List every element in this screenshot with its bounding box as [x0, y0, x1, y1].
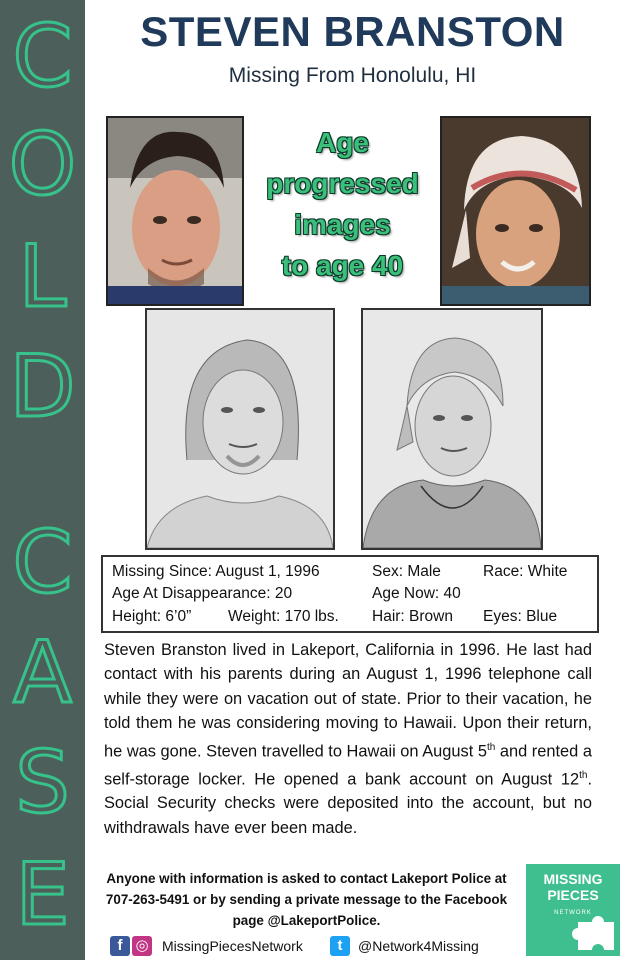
facebook-handle[interactable]: MissingPiecesNetwork [162, 938, 303, 954]
age-note-line: images [294, 209, 391, 240]
contact-info: Anyone with information is asked to contact Lakeport Police at 707-263-5491 or by sending a private message to the Facebook page @LakeportPolice. [105, 871, 508, 928]
page-subtitle: Missing From Honolulu, HI [228, 64, 477, 87]
logo-line3: NETWORK [554, 910, 592, 916]
sketch-right [361, 308, 543, 550]
age-now: Age Now: 40 [372, 585, 461, 602]
portrait-bandana-image [442, 118, 589, 304]
sidebar-letter: L [18, 227, 67, 327]
story-superscript: th [579, 769, 588, 781]
sidebar-letter: A [13, 623, 72, 723]
sidebar-letter: S [15, 733, 70, 833]
hair: Hair: Brown [372, 608, 453, 625]
sidebar-letter: C [12, 513, 73, 613]
sketch-left [145, 308, 335, 550]
logo-line1: MISSING [543, 871, 603, 887]
info-box [101, 555, 599, 633]
twitter-icon[interactable]: t [330, 936, 350, 956]
sidebar-letter: O [8, 115, 77, 215]
age-at-disappearance: Age At Disappearance: 20 [112, 585, 293, 602]
cold-case-sidebar [0, 0, 85, 960]
facebook-icon[interactable]: f [110, 936, 130, 956]
age-note-line: progressed [266, 168, 419, 199]
puzzle-piece-icon [526, 864, 620, 956]
missing-since: Missing Since: August 1, 1996 [112, 563, 320, 580]
sex: Sex: Male [372, 563, 441, 580]
case-story [104, 638, 592, 840]
race: Race: White [483, 563, 568, 580]
logo-line2: PIECES [547, 887, 599, 903]
age-progression-note [250, 122, 435, 286]
story-superscript: th [486, 741, 496, 753]
story-text: Steven Branston lived in Lakeport, California in 1996. He last had contact with his parents during an August 1, 1996 telephone call while they were on vacation out of state. Prior to their vacation, he told them he was considering moving to Hawaii. Upon their return, he was gone. Steven travelled to Hawaii on August 5 [104, 641, 592, 761]
twitter-handle[interactable]: @Network4Missing [358, 938, 479, 954]
sidebar-letter: E [15, 845, 70, 945]
missing-pieces-logo [526, 864, 620, 956]
eyes: Eyes: Blue [483, 608, 558, 625]
sketch-image [147, 310, 333, 548]
age-note-line: to age 40 [281, 250, 404, 281]
portrait-image [108, 118, 242, 304]
sidebar-letter: D [9, 337, 76, 437]
story-text: . Social Security checks were deposited into the account, but no withdrawals have ever been made. [104, 769, 592, 837]
height: Height: 6’0” [112, 608, 192, 625]
page-title: STEVEN BRANSTON [140, 8, 565, 55]
sidebar-letter: C [12, 7, 73, 107]
photo-left [106, 116, 244, 306]
weight: Weight: 170 lbs. [228, 608, 339, 625]
sketch-bandana-image [363, 310, 541, 548]
story-text: and rented a self-storage locker. He opened a bank account on August 12 [104, 742, 592, 788]
age-note-line: Age [316, 127, 369, 158]
photo-right [440, 116, 591, 306]
instagram-icon[interactable]: ◎ [132, 936, 152, 956]
